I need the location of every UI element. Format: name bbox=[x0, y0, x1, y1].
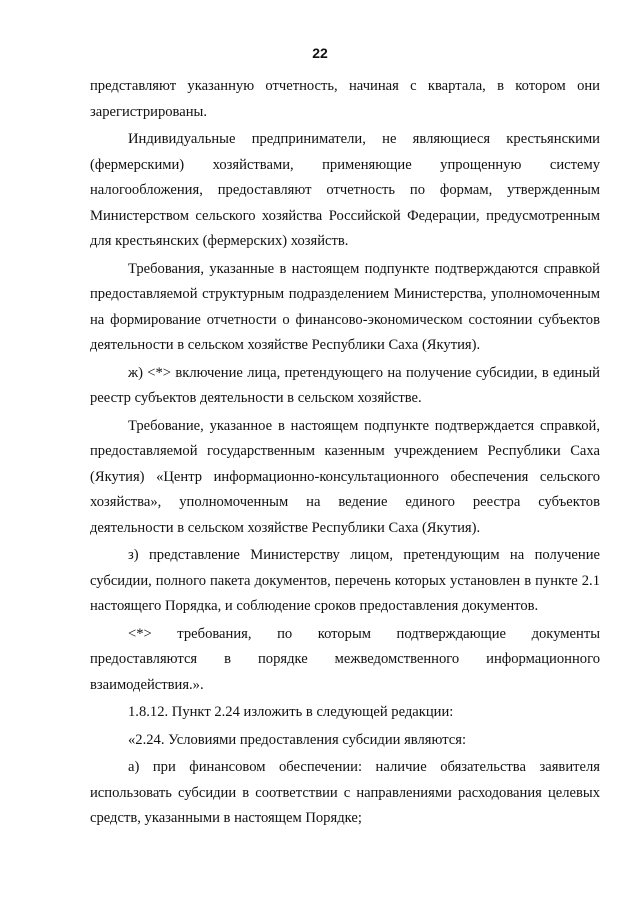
paragraph-6: з) представление Министерству лицом, претендующим на получение субсидии, полного пакета документов, перечень которых установлен в пункте 2.1 настоящего Порядка, и соблюдение сроков предоставления документов. bbox=[90, 547, 600, 614]
paragraph-8: 1.8.12. Пункт 2.24 изложить в следующей редакции: bbox=[128, 704, 454, 720]
paragraph-2: Индивидуальные предприниматели, не являющиеся крестьянскими (фермерскими) хозяйствами, применяющие упрощенную систему налогообложения, предоставляют отчетность по формам, утвержденным Министерством сельского хозяйства Российской Федерации, предусмотренным для крестьянских (фермерских) хозяйств. bbox=[90, 131, 600, 249]
paragraph-4: ж) <*> включение лица, претендующего на получение субсидии, в единый реестр субъектов деятельности в сельском хозяйстве. bbox=[90, 364, 600, 406]
paragraph-9: «2.24. Условиями предоставления субсидии являются: bbox=[128, 731, 467, 748]
paragraph-5: Требование, указанное в настоящем подпункте подтверждается справкой, предоставляемой государственным казенным учреждением Республики Саха (Якутия) «Центр информационно-консультационного обеспечения сельского хозяйства», уполномоченным на ведение единого реестра субъектов деятельности в сельском хозяйстве Республики Саха (Якутия). bbox=[90, 417, 600, 536]
paragraph-3: Требования, указанные в настоящем подпункте подтверждаются справкой предоставляемой структурным подразделением Министерства, уполномоченным на формирование отчетности о финансово-экономическом состоянии субъектов деятельности в сельском хозяйстве Республики Саха (Якутия). bbox=[90, 260, 600, 353]
document-body bbox=[90, 74, 600, 834]
paragraph-1: представляют указанную отчетность, начиная с квартала, в котором они зарегистрированы. bbox=[90, 78, 600, 120]
paragraph-7: <*> требования, по которым подтверждающие документы предоставляются в порядке межведомственного информационного взаимодействия.». bbox=[90, 625, 600, 693]
page-number: 22 bbox=[312, 45, 328, 61]
paragraph-10: а) при финансовом обеспечении: наличие обязательства заявителя использовать субсидии в соответствии с направлениями расходования целевых средств, указанными в настоящем Порядке; bbox=[90, 759, 600, 826]
